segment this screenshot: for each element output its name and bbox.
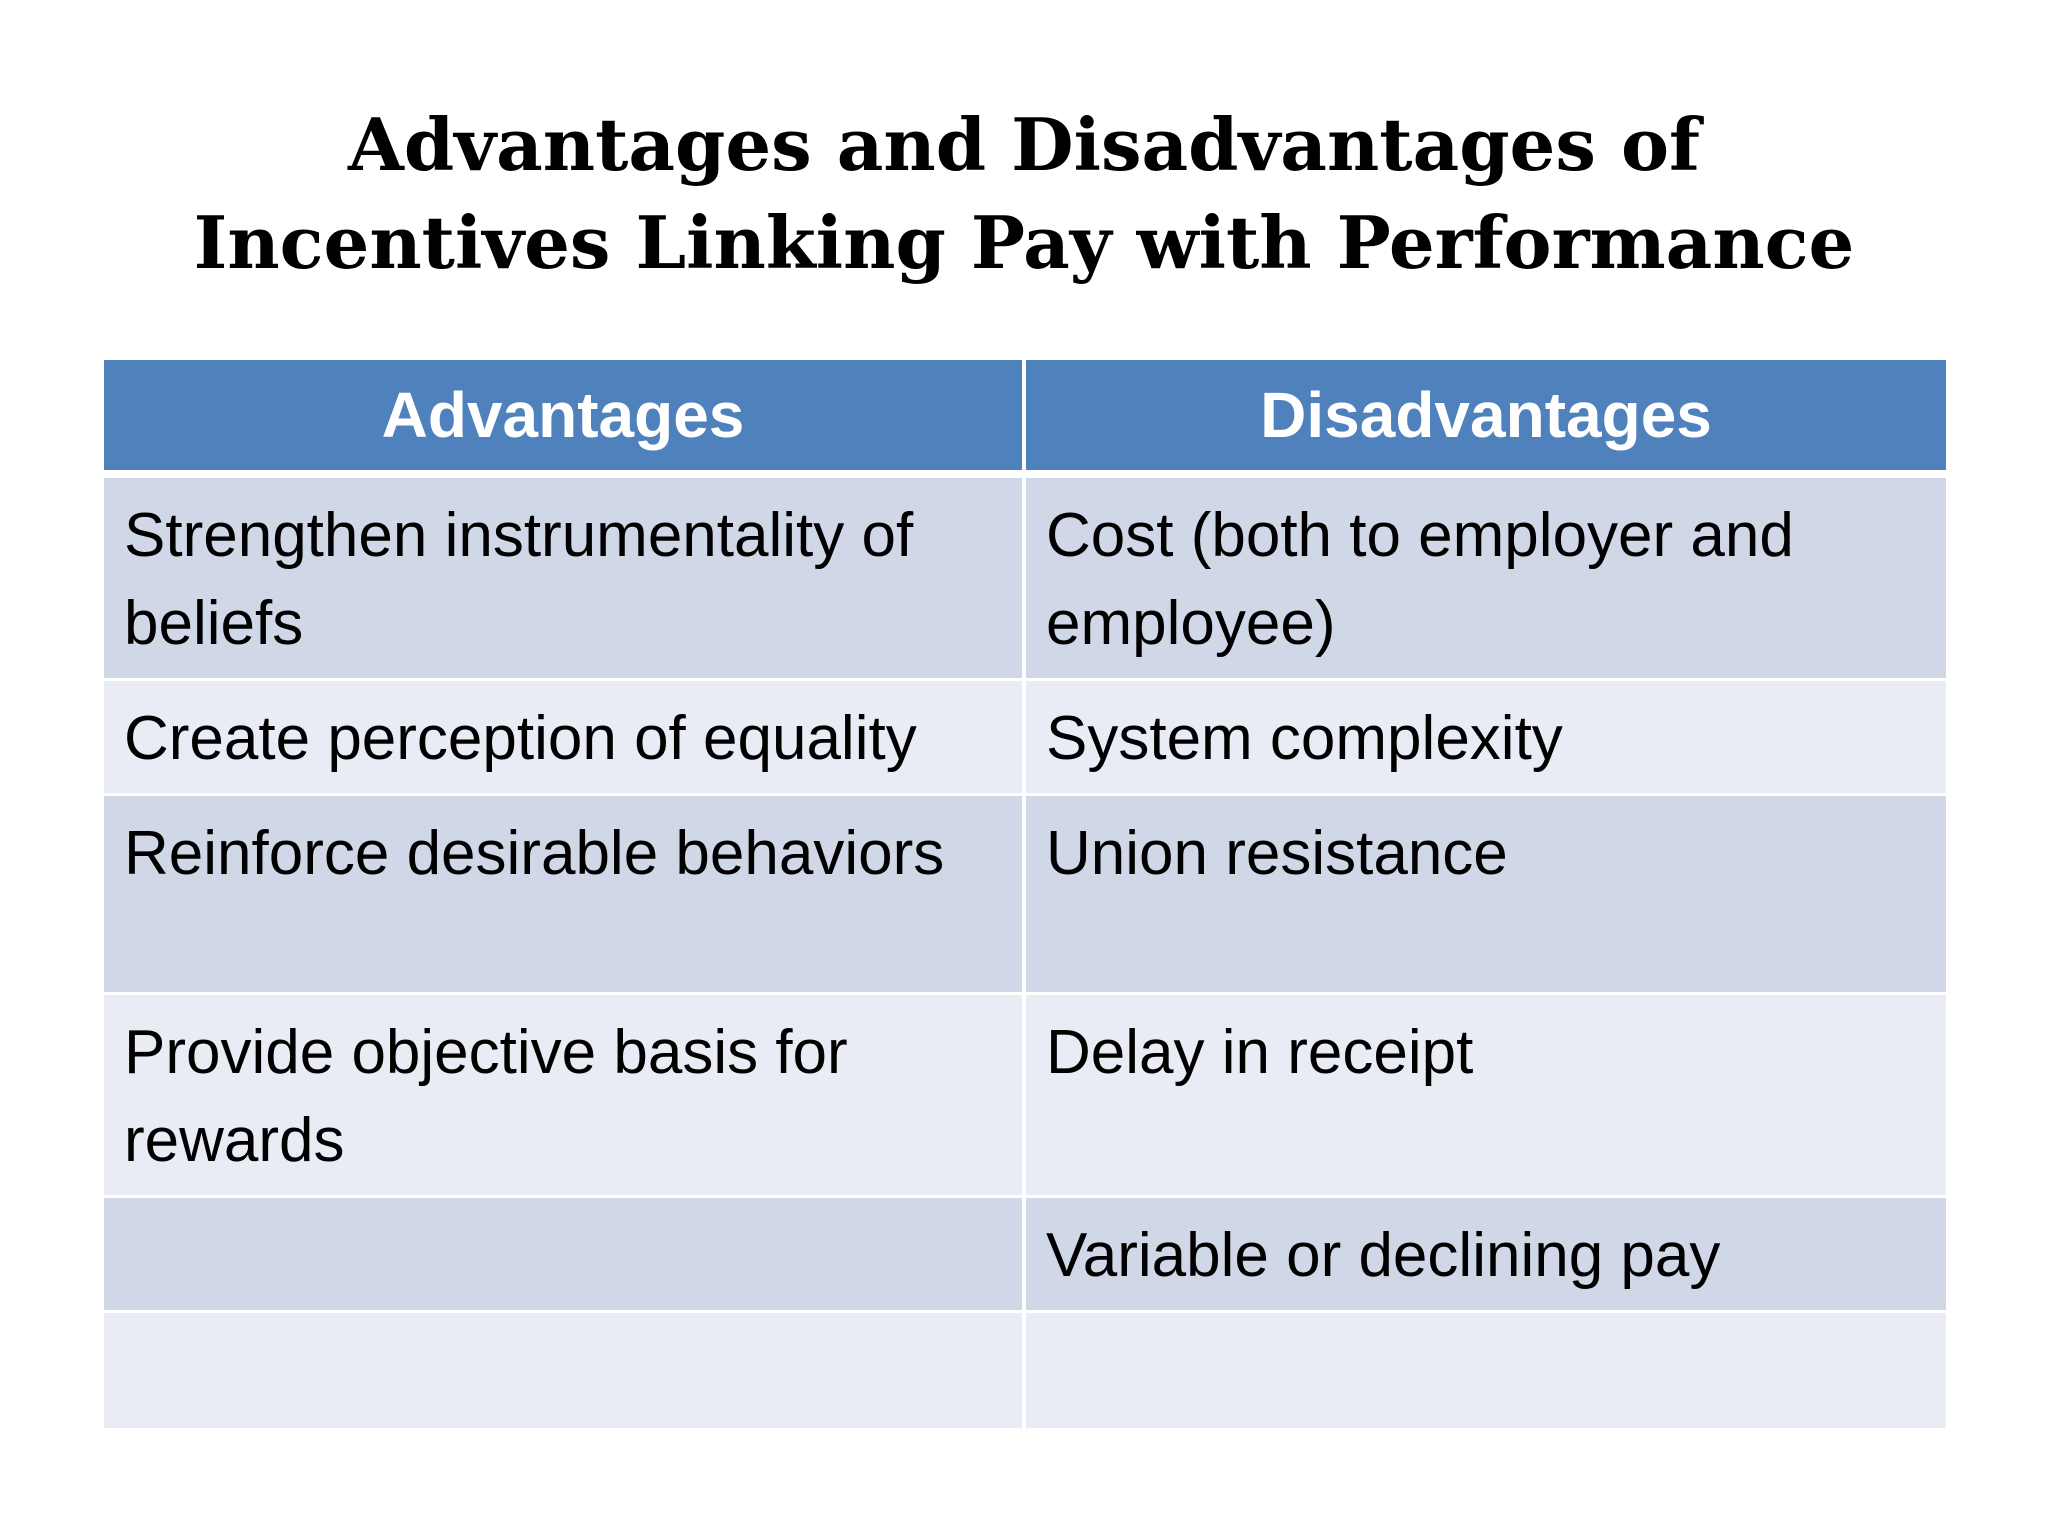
table-row bbox=[104, 1197, 1946, 1312]
disadvantage-cell bbox=[1024, 1312, 1946, 1430]
disadvantage-cell: Cost (both to employer and employee) bbox=[1024, 474, 1946, 680]
header-disadvantages: Disadvantages bbox=[1024, 360, 1946, 474]
advantage-cell: Reinforce desirable behaviors bbox=[104, 795, 1024, 994]
advantage-cell bbox=[104, 1312, 1024, 1430]
table-row bbox=[104, 680, 1946, 795]
title-line-2: Incentives Linking Pay with Performance bbox=[193, 200, 1855, 285]
advantage-cell: Provide objective basis for rewards bbox=[104, 994, 1024, 1197]
slide-title bbox=[0, 96, 2048, 292]
disadvantage-cell: Variable or declining pay bbox=[1024, 1197, 1946, 1312]
advantage-cell bbox=[104, 1197, 1024, 1312]
table-header-row bbox=[104, 360, 1946, 474]
table-row bbox=[104, 795, 1946, 994]
table-row bbox=[104, 1312, 1946, 1430]
title-line-1: Advantages and Disadvantages of bbox=[348, 102, 1700, 187]
disadvantage-cell: System complexity bbox=[1024, 680, 1946, 795]
header-advantages: Advantages bbox=[104, 360, 1024, 474]
comparison-table bbox=[104, 360, 1946, 1431]
table-row bbox=[104, 474, 1946, 680]
disadvantage-cell: Delay in receipt bbox=[1024, 994, 1946, 1197]
advantage-cell: Strengthen instrumentality of beliefs bbox=[104, 474, 1024, 680]
table-row bbox=[104, 994, 1946, 1197]
disadvantage-cell: Union resistance bbox=[1024, 795, 1946, 994]
advantage-cell: Create perception of equality bbox=[104, 680, 1024, 795]
